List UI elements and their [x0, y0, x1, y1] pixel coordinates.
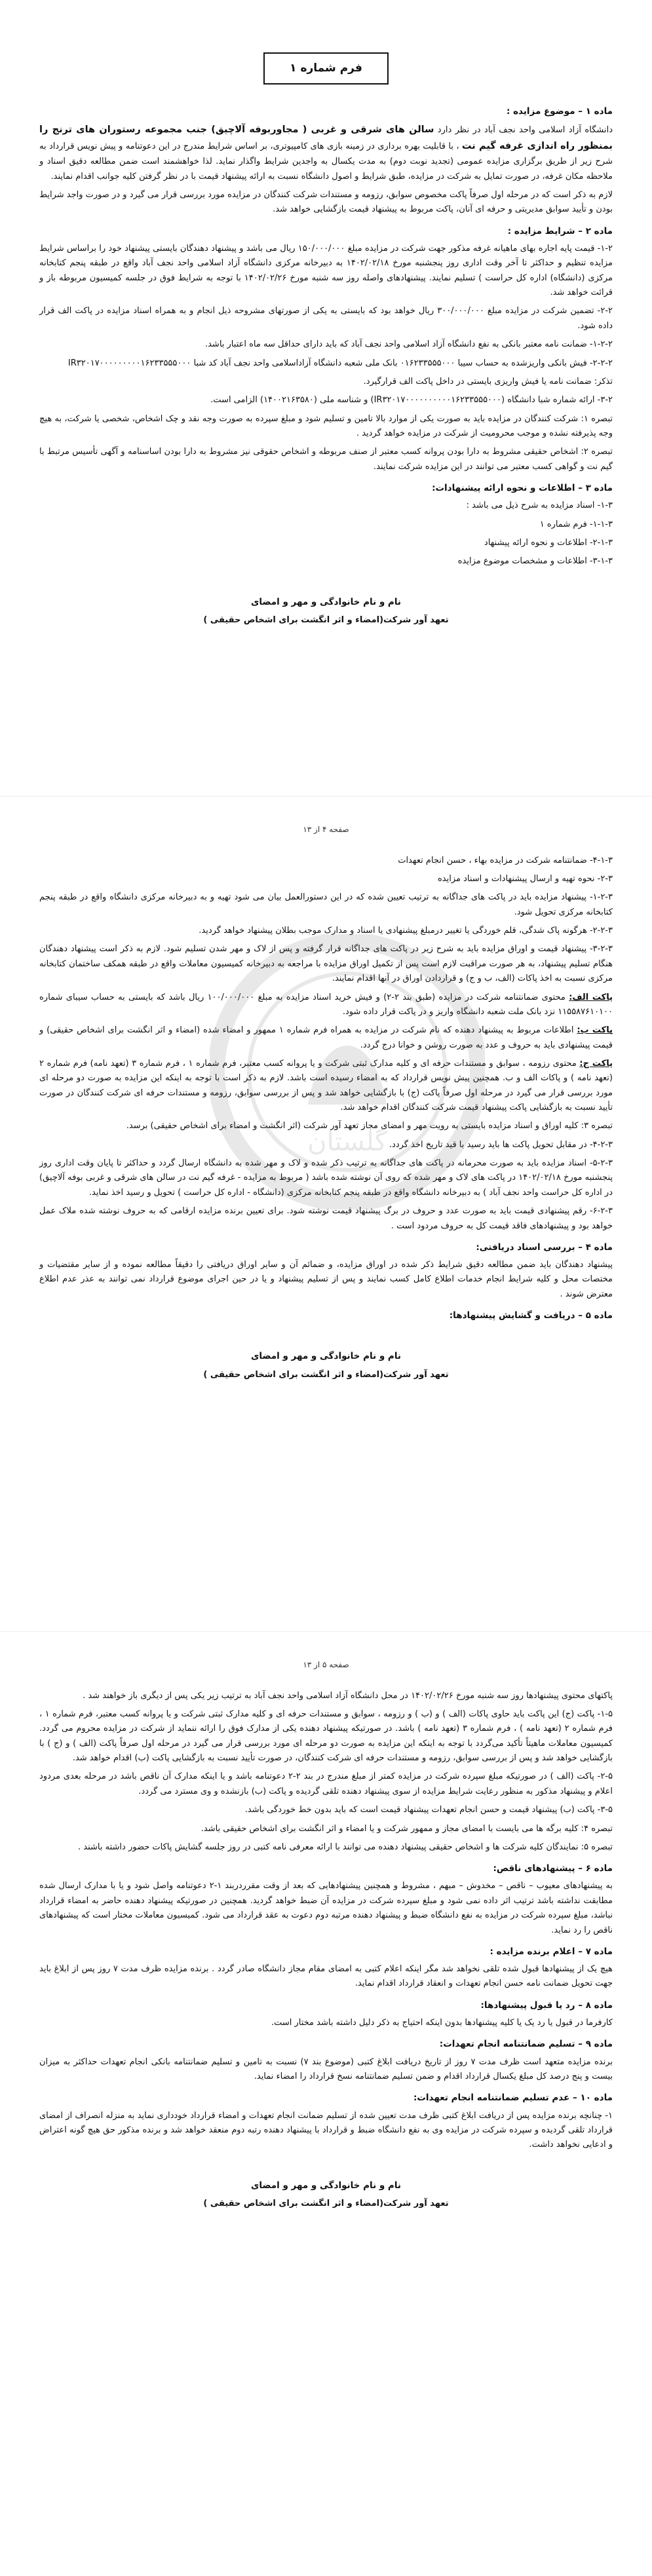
article-1-rest: ، با قابلیت بهره برداری در زمینه بازی های کامپیوتری، بر اساس شرایط مندرج در این دعوتنامه و پیش نویس قرارداد به شرح زیر از طریق برگزاری مزایده عمومی (تجدید نوبت دوم) به مدت یکسال به واجدین شرایط واگذار نماید. لذا خواهشمند است ضمن مطالعه دقیق اسناد و ملاحظه مکان غرفه، در صورت تمایل به شرکت در مزایده، طبق شرایط و اصول دانشگاه نسبت به ارائه پیشنهاد قیمت با در نظر گرفتن کلیه جوانب اقدام نمایند.: [39, 142, 613, 181]
article-7-heading: ماده ۷ – اعلام برنده مزایده :: [489, 1946, 613, 1957]
watermark-text: گلستان: [307, 1127, 387, 1157]
clause-3-2-2: ۲-۲-۳- هرگونه پاک شدگی، قلم خوردگی یا تغییر درمبلغ پیشنهادی یا اسناد و مدارک موجب بطلان پیشنهاد خواهد گردید.: [199, 926, 613, 936]
signature-block-3: [39, 2176, 613, 2213]
clause-3-2-1: ۱-۲-۳- پیشنهاد مزایده باید در پاکت های جداگانه به ترتیب تعیین شده که در این دستورالعمل بیان می شود تهیه و به دبیرخانه مرکزی دانشگاه واقع در طبقه پنجم کتابخانه مرکزی تحویل شود.: [39, 892, 613, 917]
clause-3-2-5: ۵-۲-۳- اسناد مزایده باید به صورت محرمانه در پاکت های جداگانه به ترتیب ذکر شده و لاک و مهر شده به دانشگاه ارسال گردد و حداکثر تا پایان وقت اداری روز پنجشنبه مورخ ۱۴۰۲/۰۲/۱۸ در پاکت های لاک و مهر شده که روی آن نوشته شده باشد ( مربوط به مزایده - غرفه گیم نت در سالن های شرقی و غربی بوفه آلاچیق) در اداره کل حراست واحد نجف آباد ) به دبیرخانه دانشگاه واقع در طبقه پنجم کتابخانه مرکزی (دانشگاه - اداره کل حراست ) تحویل و رسید اخذ نماید.: [39, 1158, 613, 1198]
article-5-heading: ماده ۵ – دریافت و گشایش پیشنهادها:: [449, 1310, 613, 1321]
article-1-subject: سالن های شرقی و غربی ( مجاوربوفه آلاچیق) جنب مجموعه رستوران های ترنج را بمنظور راه اندازی غرفه گیم نت: [39, 124, 613, 152]
clause-2-1: ۱-۲- قیمت پایه اجاره بهای ماهیانه غرفه مذکور جهت شرکت در مزایده مبلغ ۱۵۰/۰۰۰/۰۰۰ ریال می باشد و پیشنهاد دهندگان بایستی پیشنهاد خود را براساس شرایط مزایده تنظیم و حداکثر تا آخر وقت اداری روز پنجشنبه مورخ ۱۴۰۲/۰۲/۱۸ به دبیرخانه مرکزی دانشگاه آزاد اسلامی واحد نجف آباد واقع در طبقه پنجم کتابخانه مرکزی (دانشگاه) اداره کل حراست ) تسلیم نمایند. پیشنهادهای واصله روز سه شنبه مورخ ۱۴۰۲/۰۲/۲۶ با توجه به شرایط فوق در جلسه کمیسیون مربوطه باز و قرائت خواهد شد.: [39, 243, 613, 298]
clause-5-2: ۲-۵- پاکت (الف ) در صورتیکه مبلغ سپرده شرکت در مزایده کمتر از مبلغ مندرج در بند ۲-۲ دعوتنامه باشد و یا اینکه مدارک آن ناقص باشد در مرحله بعدی مردود اعلام و پیشنهاد مذکور به منظور رعایت شرایط مزایده از سوی پیشنهاد دهنده تلقی گردیده و پاکت (ب) بازنشده و وی مسترد می گردد.: [39, 1771, 613, 1796]
signature-line-2: تعهد آور شرکت(امضاء و اثر انگشت برای اشخاص حقیقی ): [203, 615, 449, 626]
envelope-b-text: اطلاعات مربوط به پیشنهاد دهنده که نام شرکت در مزایده به همراه فرم شماره ۱ ممهور و امضاء شده (امضاء و اثر انگشت برای اشخاص حقیقی) و قیمت پیشنهادی باید به حروف و عدد به صورت روشن و خوانا درج گردد.: [39, 1025, 613, 1050]
document-page-1: [0, 0, 652, 796]
signature-line-2: تعهد آور شرکت(امضاء و اثر انگشت برای اشخاص حقیقی ): [203, 2198, 449, 2208]
article-6-text: به پیشنهادهای معیوب – ناقص – مخدوش – مبهم ، مشروط و همچنین پیشنهادهایی که بعد از وقت مقرردربند ۱-۲ دعوتنامه واصل شود و یا با مدارک ارسال شده مطابقت نداشته باشد ترتیب اثر داده نمی شود و مبلغ سپرده شرکت در مزایده آن ضبط خواهد گردید. همچنین در صورتیکه پیشنهاد دهنده حاضر به امضاء قرارداد نباشد، مبلغ سپرده شرکت در مزایده به نفع دانشگاه ضبط و پیشنهاد دهنده مرتبه دوم دعوت به عقد قرارداد می شود. کمیسیون معاملات مختار است که پیشنهادهای ناقص را رد نماید.: [39, 1881, 613, 1935]
envelope-b: [39, 1023, 613, 1053]
document-page-2: [0, 796, 652, 1631]
page-number-3: صفحه ۵ از ۱۳: [303, 1660, 349, 1669]
note-5: تبصره ۵: نمایندگان کلیه شرکت ها و اشخاص حقیقی پیشنهاد دهنده می توانند با ارائه معرفی نامه کتبی در روز جلسه گشایش پاکات حضور داشته باشند .: [78, 1842, 613, 1852]
clause-3-1-2: ۲-۱-۳- اطلاعات و نحوه ارائه پیشنهاد: [484, 537, 613, 548]
clause-3-1-3: ۳-۱-۳- اطلاعات و مشخصات موضوع مزایده: [457, 556, 613, 567]
signature-line-1: نام و نام خانوادگی و مهر و امضای: [251, 596, 401, 607]
envelope-c-text: محتوی رزومه ، سوابق و مستندات حرفه ای و کلیه مدارک ثبتی شرکت و یا پروانه کسب معتبر، فرم شماره ۱ ، فرم شماره ۳ (تعهد نامه) فرم شماره ۲ (تعهد نامه ) و پاکات الف و ب. همچنین پیش نویس قرارداد که به امضاء رسیده است باشد. لازم به ذکر است با توجه به اینکه این مزایده به صورت دو مرحله ای مورد بررسی قرار می گیرد در مرحله اول صرفاً پاکت (ج) با بازگشایی خواهد شد و پس از بررسی سوابق، رزومه و مستندات حرفه ای شرکت کنندگان در صورت تأیید نسبت به بازگشایی پاکت پیشنهاد قیمت شرکت کنندگان اقدام خواهد شد.: [39, 1058, 613, 1113]
envelope-a-text: محتوی ضمانتنامه شرکت در مزایده (طبق بند ۲-۲) و فیش خرید اسناد مزایده به مبلغ ۱۰۰/۰۰۰/۰۰۰ ریال باشد که بایستی به حساب سیبای شماره ۱۱۵۵۸۷۶۱۰۱۰۰ نزد بانک ملت شعبه دانشگاه واریز و در پاکت قرار داده شود.: [39, 992, 613, 1017]
signature-line-1: نام و نام خانوادگی و مهر و امضای: [251, 2180, 401, 2191]
form-title-wrap: [39, 52, 613, 85]
note-4: تبصره ۴: کلیه برگه ها می بایست با امضای مجاز و ممهور شرکت و یا امضاء و اثر انگشت برای اشخاص حقیقی باشد.: [201, 1823, 613, 1834]
clause-2-note-1: تبصره ۱: شرکت کنندگان در مزایده باید به صورت یکی از موارد بالا تامین و تسلیم شود و مبلغ سپرده به صورت وجه نقد و چک اشخاص، شخصی یا شرکت، به هیچ وجه پذیرفته نشده و موجب محرومیت از شرکت در مزایده خواهد گردید .: [39, 413, 613, 438]
clause-3-2-6: ۶-۲-۳- رقم پیشنهادی قیمت باید به صورت عدد و حروف در برگ پیشنهاد قیمت نوشته شود. برای تعیین برنده مزایده ارقامی که به حروف نوشته شده ملاک عمل خواهد بود و پیشنهادهای فاقد قیمت کل به حروف مردود است .: [39, 1206, 613, 1231]
article-7-text: هیچ یک از پیشنهادها قبول شده تلقی نخواهد شد مگر اینکه اعلام کتبی به امضای مقام مجاز دانشگاه صادر گردد . برنده مزایده ظرف مدت ۷ روز پس از ابلاغ باید جهت تحویل ضمانت نامه حسن انجام تعهدات و انعقاد قرارداد اقدام نماید.: [39, 1964, 613, 1989]
article-9-text: برنده مزایده متعهد است ظرف مدت ۷ روز از تاریخ دریافت ابلاغ کتبی (موضوع بند ۷) نسبت به تامین و تسلیم ضمانتنامه بانکی انجام تعهدات حداکثر به میزان بیست و پنج درصد کل مبلغ یکسال قرارداد اقدام و ضمن تسلیم ضمانتنامه نسخ قرارداد را امضاء نماید.: [39, 2056, 613, 2081]
article-10-text: ۱- چنانچه برنده مزایده پس از دریافت ابلاغ کتبی ظرف مدت تعیین شده از تسلیم ضمانت انجام تعهدات و امضاء قرارداد خودداری نماید به منزله انصراف از امضای قرارداد تلقی گردیده و سپرده شرکت در مزایده وی به نفع دانشگاه ضبط و قرارداد با پیشنهاد دهنده رتبه دوم منعقد خواهد شد و برنده مذکور حق هیچ گونه اعتراض و ادعایی نخواهد داشت.: [39, 2110, 613, 2150]
envelope-a: [39, 991, 613, 1020]
article-4-text: پیشنهاد دهندگان باید ضمن مطالعه دقیق شرایط ذکر شده در اوراق مزایده، و ضمائم آن و سایر اوراق دریافتی را دقیقاً مطالعه نموده و از سایر مقتضیات و مختصات محل و کلیه شرایط انجام خدمات اطلاع کامل کسب نمایند و پس از تسلیم پیشنهاد و یا در حین اجرای موضوع قرارداد نمی توانند به عذر عدم اطلاع معترض شوند .: [39, 1260, 613, 1299]
article-9-heading: ماده ۹ – تسلیم ضمانتنامه انجام تعهدات:: [439, 2039, 613, 2050]
page-number-2: صفحه ۴ از ۱۳: [303, 825, 349, 834]
article-8-text: کارفرما در قبول یا رد یک یا کلیه پیشنهادها بدون اینکه احتیاج به ذکر دلیل داشته باشد مختار است.: [271, 2018, 613, 2028]
clause-2-3: ۳-۲- ارائه شماره شبا دانشگاه (IR۳۲۰۱۷۰۰۰۰۰۰۰۰۰۰۱۶۲۳۳۵۵۵۰۰۰) و شناسه ملی (۱۴۰۰۲۱۶۳۵۸۰) الزامی است.: [210, 395, 613, 406]
clause-2-note: تذکر: ضمانت نامه یا فیش واریزی بایستی در داخل پاکت الف قرارگیرد.: [363, 376, 613, 387]
clause-2-2-1: ۱-۲-۲- ضمانت نامه معتبر بانکی به نفع دانشگاه آزاد اسلامی واحد نجف آباد که باید دارای حداقل سه ماه اعتبار باشد.: [204, 339, 613, 350]
clause-2-2: ۲-۲- تضمین شرکت در مزایده مبلغ ۳۰۰/۰۰۰/۰۰۰ ریال خواهد بود که بایستی به یکی از صورتهای مشروحه ذیل انجام و به همراه اسناد مزایده در پاکت الف قرار داده شود.: [39, 306, 613, 331]
clause-2-note-2: تبصره ۲: اشخاص حقیقی مشروط به دارا بودن پروانه کسب معتبر از صنف مربوطه و اشخاص حقوقی نیز مشروط به دارا بودن اساسنامه و آگهی تأسیس مرتبط با گیم نت و گواهی کسب معتبر می توانند در این مزایده شرکت نمایند.: [39, 447, 613, 472]
clause-3-2-4: ۴-۲-۳- در مقابل تحویل پاکت ها باید رسید با قید تاریخ اخذ گردد.: [389, 1139, 613, 1150]
article-1-intro: [39, 122, 613, 184]
article-6-heading: ماده ۶ – پیشنهادهای ناقص:: [493, 1863, 613, 1874]
article-8-heading: ماده ۸ – رد یا قبول پیشنهادها:: [480, 1999, 613, 2011]
envelope-c: [39, 1057, 613, 1115]
form-title: فرم شماره ۱: [263, 52, 389, 85]
envelope-b-label: پاکت ب:: [577, 1025, 613, 1036]
signature-line-1: نام و نام خانوادگی و مهر و امضای: [251, 1351, 401, 1362]
document-page-3: [0, 1631, 652, 2576]
note-3: تبصره ۳: کلیه اوراق و اسناد مزایده بایستی به رویت مهر و امضای مجاز تعهد آور شرکت (اثر انگشت و امضاء برای اشخاص حقیقی) برسد.: [126, 1121, 613, 1131]
clause-3-1-4: ۴-۱-۳- ضمانتنامه شرکت در مزایده بهاء ، حسن انجام تعهدات: [398, 855, 613, 865]
article-2-heading: ماده ۲ – شرایط مزایده :: [507, 225, 613, 237]
article-1-line1: دانشگاه آزاد اسلامی واحد نجف آباد در نظر دارد: [437, 125, 613, 136]
article-4-heading: ماده ۴ – بررسی اسناد دریافتی:: [476, 1241, 613, 1253]
signature-block-2: [39, 1347, 613, 1384]
clause-5-3: ۳-۵- پاکت (ب) پیشنهاد قیمت و حسن انجام تعهدات پیشنهاد قیمت است که باید بدون خط خوردگی باشد.: [244, 1805, 613, 1815]
clause-2-2-2: ۲-۲-۲- فیش بانکی واریزشده به حساب سیبا ۰۱۶۲۳۳۵۵۵۰۰۰ بانک ملی شعبه دانشگاه آزاداسلامی واحد نجف آباد کد شبا IR۳۲۰۱۷۰۰۰۰۰۰۰۰۰۱۶۲۳۳۵۵۵۰۰۰: [67, 358, 613, 368]
article-3-heading: ماده ۳ – اطلاعات و نحوه ارائه پیشنهادات:: [432, 483, 613, 494]
clause-3-1: ۱-۳- اسناد مزایده به شرح ذیل می باشد :: [466, 501, 613, 511]
envelope-a-label: پاکت الف:: [569, 992, 613, 1002]
article-1-heading: ماده ۱ – موضوع مزایده :: [506, 106, 613, 117]
signature-line-2: تعهد آور شرکت(امضاء و اثر انگشت برای اشخاص حقیقی ): [203, 1369, 449, 1380]
article-1-paragraph-2: لازم به ذکر است که در مرحله اول صرفاً پاکت مخصوص سوابق، رزومه و مستندات شرکت کنندگان در مزایده مورد بررسی قرار می گیرد و در صورت واجد شرایط بودن و تأیید سوابق مدیریتی و حرفه ای آنان، پاکت مربوط به پیشنهاد قیمت بازگشایی خواهد شد.: [39, 190, 613, 215]
article-5-text: پاکتهای محتوی پیشنهادها روز سه شنبه مورخ ۱۴۰۲/۰۲/۲۶ در محل دانشگاه آزاد اسلامی واحد نجف آباد به ترتیب زیر یکی پس از دیگری باز خواهند شد .: [83, 1690, 613, 1701]
clause-5-1: ۱-۵- پاکت (ج) این پاکت باید حاوی پاکات (الف ) و (ب ) و رزومه ، سوابق و مستندات حرفه ای و کلیه مدارک ثبتی شرکت و یا پروانه کسب معتبر، فرم شماره ۱ ، فرم شماره ۲ (تعهد نامه ) ، فرم شماره ۳ (تعهد نامه ) باشد. در صورتیکه پیشنهاد دهنده یکی از مدارک فوق را ارائه ننماید از شرکت در مزایده محروم می گردد. کمیسیون معاملات ماهیتاً تأکید می‌گردد با توجه به اینکه این مزایده به صورت دو مرحله ای مورد بررسی قرار می گیرد در مرحله اول صرفاً پاکت (الف ) و (ج ) با بازگشایی خواهد شد و پس از بررسی سوابق، رزومه و مستندات حرفه ای شرکت کنندگان، در صورت تأیید نسبت به بازگشایی پاکت (ب) اقدام خواهد شد.: [39, 1709, 613, 1764]
clause-3-2-3: ۳-۲-۳- پیشنهاد قیمت و اوراق مزایده باید به شرح زیر در پاکت های جداگانه قرار گرفته و پس از لاک و مهر شدن تسلیم شود. لازم به ذکر است پیشنهاد دهندگان هنگام تسلیم پیشنهاد، به هر صورت مراقبت لازم است پس از تکمیل اوراق مزایده با مراجعه به دبیرخانه کمیسیون معاملات واقع در طبقه همکف ساختمان کتابخانه مرکزی نسبت به اخذ پاکات (الف، ب و ج) و قراردادن اوراق در آنها اقدام نمایند.: [39, 944, 613, 984]
clause-3-2: ۲-۳- نحوه تهیه و ارسال پیشنهادات و اسناد مزایده: [437, 873, 613, 884]
clause-3-1-1: ۱-۱-۳- فرم شماره ۱: [539, 519, 613, 529]
article-10-heading: ماده ۱۰ – عدم تسلیم ضمانتنامه انجام تعهدات:: [413, 2093, 613, 2104]
envelope-c-label: پاکت ج:: [579, 1058, 613, 1069]
signature-block-1: [39, 593, 613, 630]
